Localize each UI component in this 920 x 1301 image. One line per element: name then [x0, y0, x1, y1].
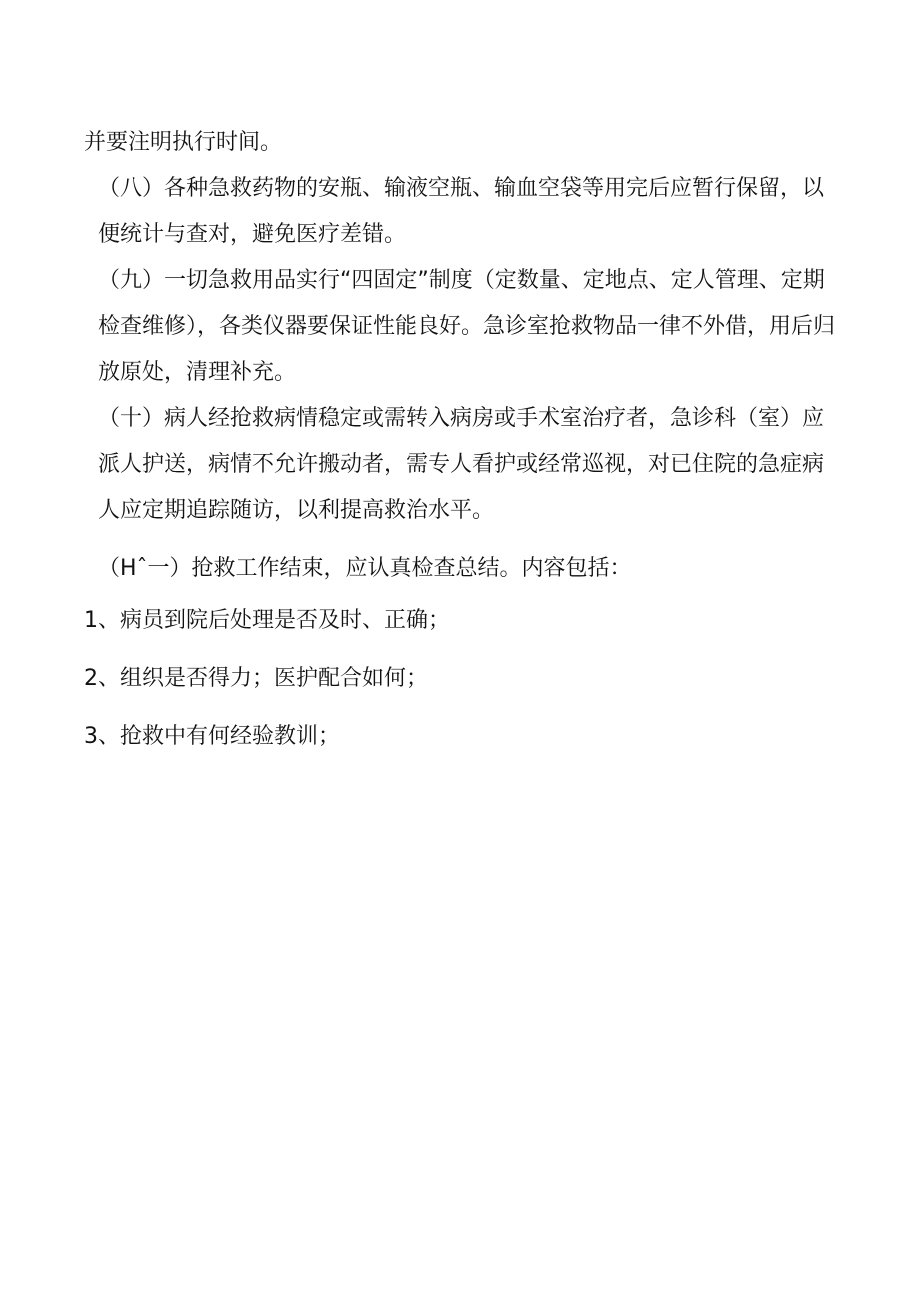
list-item-3: 3、抢救中有何经验教训； [84, 724, 340, 749]
paragraph-item-9: （九）一切急救用品实行“四固定”制度（定数量、定地点、定人管理、定期检查维修），各类仪器要保证性能良好。急诊室抢救物品一律不外借，用后归放原处，清理补充。 [98, 268, 836, 385]
list-item-1: 1、病员到院后处理是否及时、正确； [84, 608, 450, 633]
paragraph-item-10: （十）病人经抢救病情稳定或需转入病房或手术室治疗者，急诊科（室）应派人护送，病情不允许搬动者，需专人看护或经常巡视，对已住院的急症病人应定期追踪随访，以利提高救治水平。 [98, 406, 825, 523]
list-item-2: 2、组织是否得力；医护配合如何； [84, 666, 428, 691]
paragraph-continuation: 并要注明执行时间。 [84, 130, 283, 155]
document-body [84, 120, 844, 766]
paragraph-item-8: （八）各种急救药物的安瓶、输液空瓶、输血空袋等用完后应暂行保留，以便统计与查对，避免医疗差错。 [98, 176, 825, 247]
paragraph-item-11: （Hˆ一）抢救工作结束，应认真检查总结。内容包括： [98, 556, 632, 581]
